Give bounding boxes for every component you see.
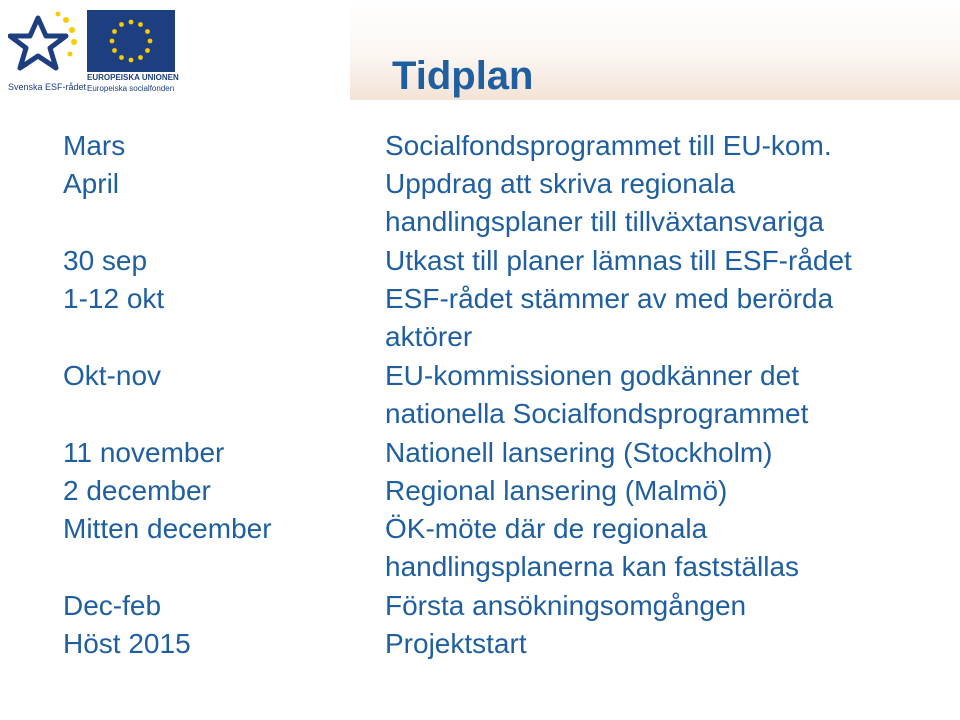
timeline-event-line: Uppdrag att skriva regionala	[385, 168, 736, 199]
timeline-event	[385, 242, 945, 280]
timeline-event	[385, 472, 945, 510]
timeline-event-line: aktörer	[385, 321, 473, 352]
timeline-event-line: Nationell lansering (Stockholm)	[385, 437, 773, 468]
eu-logo-text-line1: EUROPEISKA UNIONEN	[87, 73, 179, 82]
timeline-date: Okt-nov	[63, 360, 162, 391]
timeline-event	[385, 625, 945, 663]
timeline-event-line: handlingsplanerna kan fastställas	[385, 551, 800, 582]
timeline-date: April	[63, 168, 120, 199]
timeline-date: Dec-feb	[63, 590, 162, 621]
timeline-event-line: Utkast till planer lämnas till ESF-rådet	[385, 245, 852, 276]
timeline-event	[385, 434, 945, 472]
eu-logo-text-line2: Europeiska socialfonden	[87, 84, 175, 93]
timeline-event	[385, 280, 945, 356]
timeline-date: 2 december	[63, 475, 211, 506]
timeline-event-line: Första ansökningsomgången	[385, 590, 747, 621]
timeline-event	[385, 357, 945, 433]
timeline-event-line: Socialfondsprogrammet till EU-kom.	[385, 130, 832, 161]
timeline-event-line: Regional lansering (Malmö)	[385, 475, 728, 506]
timeline-event-line: ESF-rådet stämmer av med berörda	[385, 283, 834, 314]
timeline-event-line: Projektstart	[385, 628, 527, 659]
timeline-date: 30 sep	[63, 245, 148, 276]
slide-title: Tidplan	[392, 54, 534, 98]
timeline-event	[385, 510, 945, 586]
timeline-event-line: handlingsplaner till tillväxtansvariga	[385, 206, 824, 237]
timeline-date: Höst 2015	[63, 628, 191, 659]
timeline-event	[385, 587, 945, 625]
timeline-event	[385, 165, 945, 241]
timeline-date: Mitten december	[63, 513, 272, 544]
timeline-event	[385, 127, 945, 165]
timeline-date: 1-12 okt	[63, 283, 165, 314]
timeline-event-line: EU-kommissionen godkänner det	[385, 360, 799, 391]
timeline-event-line: ÖK-möte där de regionala	[385, 513, 708, 544]
timeline-event-line: nationella Socialfondsprogrammet	[385, 398, 809, 429]
timeline-date: 11 november	[63, 437, 225, 468]
timeline-date: Mars	[63, 130, 126, 161]
esf-logo-text: Svenska ESF-rådet	[8, 82, 87, 92]
